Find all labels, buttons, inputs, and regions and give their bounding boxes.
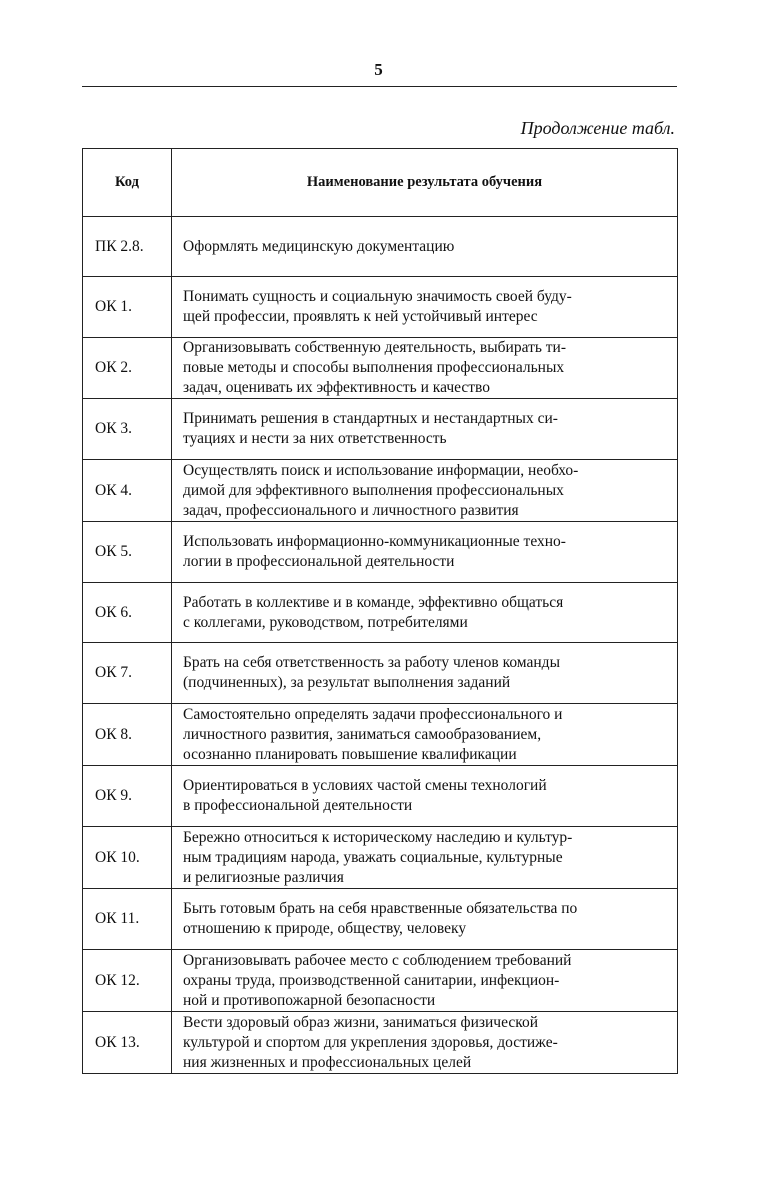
table-row: [83, 460, 678, 522]
row-name-line: охраны труда, производственной санитарии, инфекцион-: [183, 971, 560, 989]
table-row: [83, 277, 678, 338]
row-code: ОК 1.: [83, 277, 172, 338]
row-name: [172, 889, 678, 950]
row-name-line: Вести здоровый образ жизни, заниматься физической: [183, 1013, 539, 1031]
row-code: ОК 2.: [83, 338, 172, 399]
row-name: [172, 399, 678, 460]
row-name: [172, 643, 678, 704]
row-name: [172, 827, 678, 889]
row-name: [172, 1012, 678, 1074]
row-name: [172, 583, 678, 643]
row-name-line: культурой и спортом для укрепления здоровья, достиже-: [183, 1033, 558, 1051]
column-header-code: Код: [83, 149, 172, 217]
row-code: ОК 5.: [83, 522, 172, 583]
row-name-line: Организовывать рабочее место с соблюдением требований: [183, 951, 572, 969]
column-header-name: Наименование результата обучения: [172, 149, 678, 217]
table-row: [83, 217, 678, 277]
row-name-line: в профессиональной деятельности: [183, 797, 413, 814]
table-continuation-label: Продолжение табл.: [520, 118, 675, 138]
table-row: [83, 827, 678, 889]
row-name-line: логии в профессиональной деятельности: [183, 553, 455, 570]
row-name-line: Работать в коллективе и в команде, эффективно общаться: [183, 593, 564, 611]
row-code: ОК 4.: [83, 460, 172, 522]
row-name-line: отношению к природе, обществу, человеку: [183, 920, 467, 937]
table-row: [83, 1012, 678, 1074]
row-name-line: (подчиненных), за результат выполнения заданий: [183, 674, 511, 691]
row-name: [172, 522, 678, 583]
row-name: [172, 338, 678, 399]
header-rule: [82, 86, 677, 87]
row-name: [172, 766, 678, 827]
table-row: [83, 643, 678, 704]
row-name-line: Использовать информационно-коммуникационные техно-: [183, 533, 566, 550]
row-name-line: Быть готовым брать на себя нравственные обязательства по: [183, 900, 578, 917]
row-name-line: повые методы и способы выполнения профессиональных: [183, 359, 565, 376]
row-name: [172, 217, 678, 277]
row-code: ОК 11.: [83, 889, 172, 950]
row-name-line: Понимать сущность и социальную значимость своей буду-: [183, 288, 572, 305]
row-code: ПК 2.8.: [83, 217, 172, 277]
row-code: ОК 8.: [83, 704, 172, 766]
row-name-line: Брать на себя ответственность за работу членов команды: [183, 654, 560, 671]
row-name: [172, 704, 678, 766]
row-code: ОК 10.: [83, 827, 172, 889]
row-name: [172, 277, 678, 338]
row-name-line: задач, оценивать их эффективность и качество: [183, 379, 491, 396]
row-name-line: Принимать решения в стандартных и нестандартных си-: [183, 410, 558, 427]
row-name: [172, 460, 678, 522]
table-row: [83, 950, 678, 1012]
row-code: ОК 3.: [83, 399, 172, 460]
table-row: [83, 338, 678, 399]
row-name-line: личностного развития, заниматься самообразованием,: [183, 725, 542, 743]
row-name-line: Осуществлять поиск и использование информации, необхо-: [183, 461, 579, 479]
table-row: [83, 704, 678, 766]
row-name-line: Самостоятельно определять задачи профессионального и: [183, 705, 563, 723]
page-number: 5: [374, 60, 383, 79]
row-code: ОК 7.: [83, 643, 172, 704]
row-name-line: щей профессии, проявлять к ней устойчивый интерес: [183, 308, 538, 325]
row-name-line: Бережно относиться к историческому наследию и культур-: [183, 828, 573, 846]
row-name: [172, 950, 678, 1012]
row-name-line: ной и противопожарной безопасности: [183, 991, 436, 1009]
row-name-line: Организовывать собственную деятельность, выбирать ти-: [183, 339, 567, 356]
table-row: [83, 889, 678, 950]
row-name-line: ния жизненных и профессиональных целей: [183, 1053, 472, 1071]
row-code: ОК 9.: [83, 766, 172, 827]
row-name-line: и религиозные различия: [183, 868, 344, 886]
table-row: [83, 399, 678, 460]
table-header-row: [83, 149, 678, 217]
row-name-line: осознанно планировать повышение квалификации: [183, 745, 517, 763]
row-code: ОК 12.: [83, 950, 172, 1012]
row-name-line: туациях и нести за них ответственность: [183, 430, 447, 447]
table-body: [83, 217, 678, 1074]
row-code: ОК 13.: [83, 1012, 172, 1074]
row-name-line: ным традициям народа, уважать социальные, культурные: [183, 848, 563, 866]
row-name-line: Ориентироваться в условиях частой смены технологий: [183, 777, 547, 794]
table-row: [83, 766, 678, 827]
learning-results-table: [82, 148, 678, 1074]
table-row: [83, 522, 678, 583]
row-name-line: с коллегами, руководством, потребителями: [183, 613, 468, 631]
row-name-line: Оформлять медицинскую документацию: [183, 237, 455, 255]
row-name-line: задач, профессионального и личностного развития: [183, 501, 519, 519]
row-name-line: димой для эффективного выполнения профессиональных: [183, 481, 564, 499]
table-row: [83, 583, 678, 643]
row-code: ОК 6.: [83, 583, 172, 643]
